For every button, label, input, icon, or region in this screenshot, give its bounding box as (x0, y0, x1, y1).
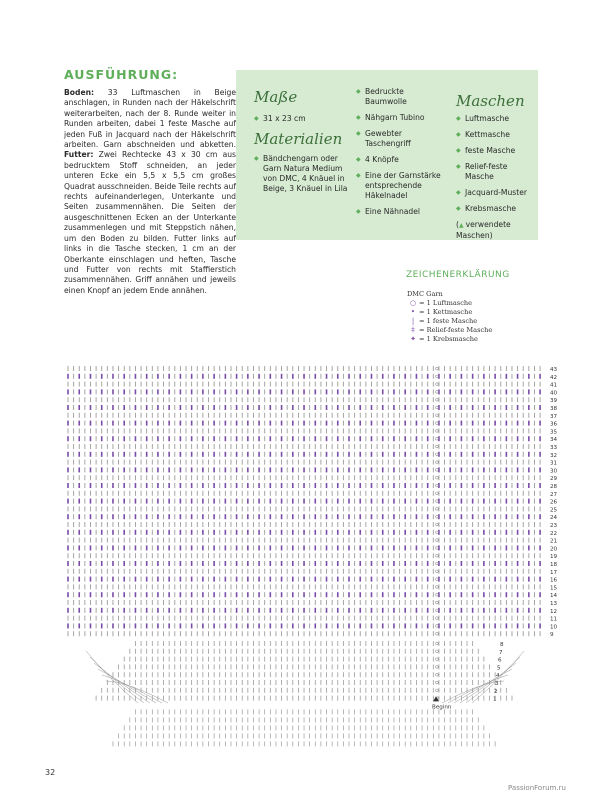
chain-mark (436, 492, 439, 495)
round-number-label: 1 (493, 696, 497, 703)
round-number-label: 7 (499, 649, 503, 656)
round-number-label: 40 (550, 390, 558, 397)
round-number-label: 28 (550, 484, 558, 490)
page-number: 32 (45, 768, 56, 777)
round-number-label: 39 (550, 398, 558, 405)
chain-mark (436, 500, 439, 503)
note-prefix: ( (456, 220, 459, 229)
round-number-label: 21 (550, 538, 558, 545)
masse-column (254, 88, 350, 200)
round-number-label: 42 (550, 374, 558, 381)
maschen-item: ◆ Kettmasche (456, 130, 538, 140)
round-number-label: 18 (550, 562, 558, 568)
corner-arc (98, 669, 156, 703)
maschen-list (456, 114, 538, 214)
chain-mark (436, 484, 439, 487)
supplies-item: ◆ Bedruckte Baumwolle (356, 87, 446, 107)
start-label: Beginn (432, 704, 452, 711)
chain-mark (436, 531, 439, 534)
legend-subtitle: DMC Garn (407, 290, 443, 298)
round-number-label: 35 (550, 429, 558, 436)
maschen-item: ◆ Jacquard-Muster (456, 188, 538, 198)
supplies-item: ◆ Eine der Garnstärke entsprechende Häkelnadel (356, 171, 446, 201)
chain-mark (436, 523, 439, 526)
stitch-symbol-icon: • (410, 308, 416, 316)
chain-mark (436, 554, 439, 557)
round-number-label: 5 (497, 665, 501, 672)
round-number-label: 14 (550, 593, 558, 600)
chain-mark (436, 586, 439, 589)
chain-mark (436, 617, 439, 620)
chain-mark (436, 562, 439, 565)
round-number-label: 38 (550, 406, 558, 412)
round-number-label: 41 (550, 382, 558, 389)
round-number-label: 25 (550, 507, 558, 514)
crochet-chart (60, 362, 570, 762)
masse-heading: Maße (254, 88, 298, 106)
chain-mark (436, 437, 439, 440)
chain-mark (436, 578, 439, 581)
masse-value: ◆ 31 x 23 cm (254, 114, 350, 124)
supplies-item: ◆ Gewebter Taschengriff (356, 129, 446, 149)
chain-mark (436, 650, 439, 653)
stitch-symbol-icon: | (411, 317, 415, 325)
supplies-column (356, 87, 446, 223)
chain-mark (436, 515, 439, 518)
chain-mark (436, 642, 439, 645)
chain-mark (436, 681, 439, 684)
round-number-label: 10 (550, 624, 558, 631)
instructions-text (64, 88, 236, 296)
corner-arc (106, 681, 168, 703)
chain-mark (436, 570, 439, 573)
triangle-icon: ▲ (458, 222, 464, 229)
chain-mark (436, 375, 439, 378)
stitch-symbol-icon: ✦ (410, 335, 416, 343)
maschen-item: ◆ Relief-feste Masche (456, 162, 538, 182)
chain-mark (436, 508, 439, 511)
chain-mark (436, 461, 439, 464)
legend-title: ZEICHENERKLÄRUNG (406, 270, 510, 280)
maschen-item: ◆ Krebsmasche (456, 204, 538, 214)
chain-mark (436, 689, 439, 692)
boden-text: 33 Luftmaschen in Beige anschlagen, in Runden nach der Häkelschrift weiterarbeiten, nach der 8. Runde weiter in Runden arbeiten, dabei 1 feste Masche auf jeden Fuß in Jacquard nach der Häkelschrift arbeiten. Garn abschneiden und abketten. (64, 88, 236, 150)
stitch-symbol-icon: ‡ (411, 326, 415, 334)
chain-mark (436, 422, 439, 425)
maschen-note (456, 220, 538, 241)
round-number-label: 30 (550, 468, 558, 475)
chain-mark (436, 673, 439, 676)
section-heading: AUSFÜHRUNG: (64, 67, 179, 82)
legend-label: = 1 Kettmasche (419, 308, 473, 316)
round-number-label: 27 (550, 491, 558, 498)
legend (407, 290, 492, 344)
masse-list (254, 114, 350, 124)
maschen-item: ◆ Luftmasche (456, 114, 538, 124)
legend-entry (407, 308, 492, 317)
chain-mark (436, 625, 439, 628)
legend-label: = 1 Krebsmasche (419, 335, 478, 343)
materialien-item: ◆ Bändchengarn oder Garn Natura Medium von DMC, 4 Knäuel in Beige, 3 Knäuel in Lila (254, 154, 350, 194)
chain-mark (436, 539, 439, 542)
note-text: verwendete Maschen) (456, 220, 511, 240)
chain-mark (436, 601, 439, 604)
round-number-label: 31 (550, 460, 558, 467)
futter-text: Zwei Rechtecke 43 x 30 cm aus bedrucktem Stoff schneiden, an jeder unteren Ecke ein 5,5 x 5,5 cm großes Quadrat ausschneiden. Beide Teile rechts auf rechts aufeinanderlegen, Unterkante und Seiten zusammennähen. Die Seiten der ausgeschnittenen Ecken an der Unterkante zusammenlegen und mit Steppstich nähen, um den Boden zu bilden. Futter links auf links in die Tasche stecken, 1 cm an der Oberkante einschlagen und heften, Tasche und Futter von rechts mit Staffierstich zusammennähen. Griff annähen und jeweils einen Knopf an jedem Ende annähen. (64, 150, 236, 295)
boden-label: Boden: (64, 88, 95, 97)
materialien-heading: Materialien (254, 130, 343, 148)
round-number-label: 29 (550, 476, 558, 483)
maschen-column (456, 92, 538, 241)
supplies-list (356, 87, 446, 217)
legend-entry (407, 299, 492, 308)
round-number-label: 24 (550, 515, 558, 522)
supplies-item: ◆ 4 Knöpfe (356, 155, 446, 165)
round-number-label: 43 (550, 367, 558, 373)
chain-mark (436, 609, 439, 612)
chain-mark (436, 453, 439, 456)
chain-mark (436, 414, 439, 417)
chain-mark (436, 391, 439, 394)
chain-mark (436, 398, 439, 401)
round-number-label: 2 (494, 688, 498, 695)
maschen-heading: Maschen (456, 92, 525, 110)
chain-mark (436, 383, 439, 386)
supplies-item: ◆ Nähgarn Tubino (356, 113, 446, 123)
legend-label: = 1 Luftmasche (419, 299, 473, 307)
chain-mark (436, 406, 439, 409)
materialien-list (254, 154, 350, 194)
round-number-label: 16 (550, 577, 558, 584)
round-number-label: 20 (550, 546, 558, 553)
legend-label: = Relief-feste Masche (419, 326, 493, 334)
round-number-label: 23 (550, 523, 558, 529)
round-number-label: 8 (500, 642, 504, 648)
chain-mark (436, 658, 439, 661)
chain-mark (436, 547, 439, 550)
chain-mark (436, 476, 439, 479)
chain-mark (436, 430, 439, 433)
round-number-label: 3 (495, 681, 499, 687)
round-number-label: 26 (550, 499, 558, 506)
round-number-label: 13 (550, 601, 558, 607)
chain-mark (436, 632, 439, 635)
stitch-symbol-icon: ○ (409, 299, 417, 307)
round-number-label: 12 (550, 608, 558, 615)
chain-mark (436, 593, 439, 596)
legend-entry (407, 326, 492, 335)
legend-rows (407, 299, 492, 344)
round-number-label: 37 (550, 413, 558, 420)
futter-label: Futter: (64, 150, 94, 160)
round-number-label: 4 (496, 673, 500, 680)
corner-arc (102, 675, 162, 703)
corner-arc (454, 669, 512, 703)
chain-mark (436, 445, 439, 448)
supplies-item: ◆ Eine Nähnadel (356, 207, 446, 217)
watermark: PassionForum.ru (508, 784, 566, 792)
chain-mark (436, 666, 439, 669)
materials-box (236, 70, 538, 240)
round-number-label: 17 (550, 569, 558, 576)
chain-mark (436, 367, 439, 370)
round-number-label: 6 (498, 657, 502, 664)
legend-entry (407, 335, 492, 344)
legend-entry (407, 317, 492, 326)
round-number-label: 32 (550, 452, 558, 459)
round-number-label: 22 (550, 530, 558, 537)
maschen-item: ◆ feste Masche (456, 146, 538, 156)
round-number-label: 9 (550, 632, 554, 639)
round-number-label: 11 (550, 616, 558, 623)
round-number-label: 15 (550, 585, 558, 592)
round-number-label: 36 (550, 421, 558, 428)
round-number-label: 34 (550, 437, 558, 444)
round-number-label: 33 (550, 445, 558, 451)
legend-label: = 1 feste Masche (419, 317, 478, 325)
chain-mark (436, 469, 439, 472)
round-number-label: 19 (550, 554, 558, 561)
